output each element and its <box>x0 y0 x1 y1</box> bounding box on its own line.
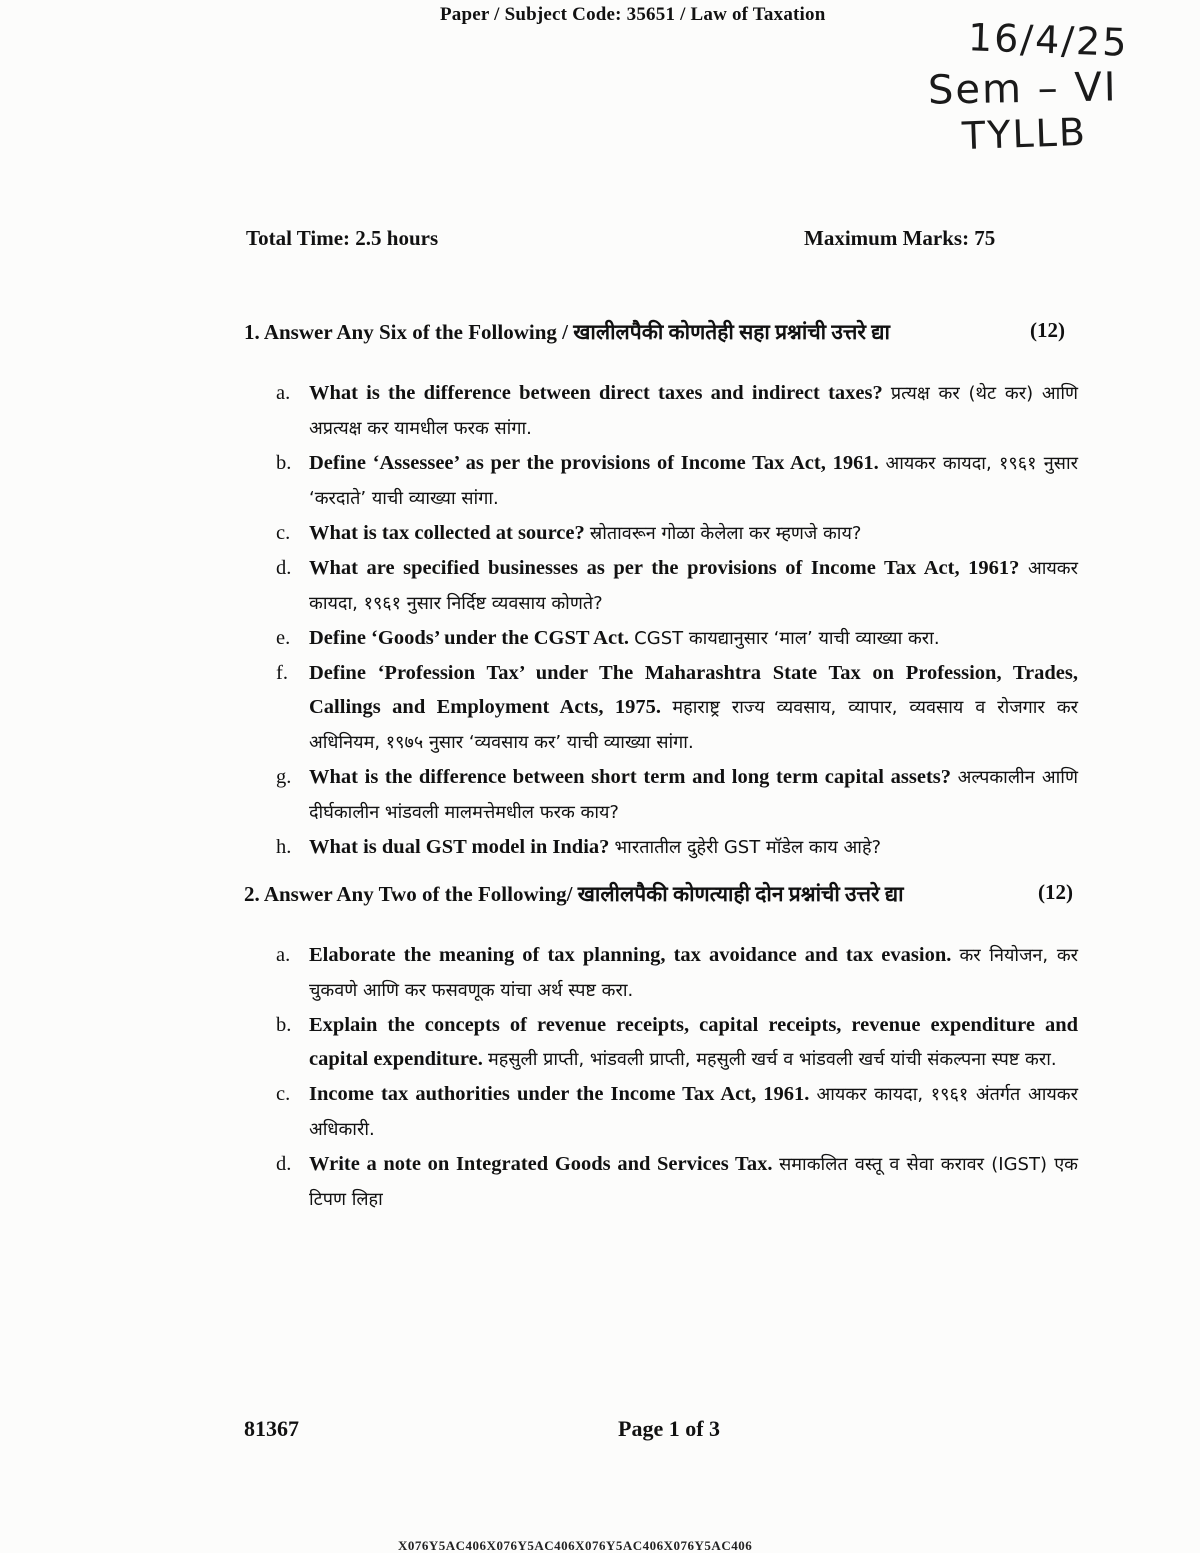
list-item <box>276 656 1078 760</box>
item-english-text: Define ‘Assessee’ as per the provisions of Income Tax Act, 1961. <box>309 452 879 474</box>
question-1-marks: (12) <box>1030 318 1065 342</box>
item-marathi-text: महाराष्ट्र राज्य व्यवसाय, व्यापार, व्यवसाय व रोजगार कर अधिनियम, १९७५ नुसार ‘व्यवसाय कर’ याची व्याख्या सांगा. <box>309 697 1079 753</box>
list-item <box>276 446 1078 516</box>
handwritten-semester: Sem – VI <box>927 64 1118 114</box>
item-marathi-text: स्रोतावरून गोळा केलेला कर म्हणजे काय? <box>589 523 862 544</box>
question-2-marks: (12) <box>1038 880 1073 904</box>
item-marathi-text: प्रत्यक्ष कर (थेट कर) आणि अप्रत्यक्ष कर यामधील फरक सांगा. <box>309 383 1078 439</box>
watermark-code: X076Y5AC406X076Y5AC406X076Y5AC406X076Y5AC406 <box>398 1538 753 1553</box>
list-item <box>276 830 1078 865</box>
item-letter: c. <box>276 1083 291 1105</box>
item-marathi-text: समाकलित वस्तू व सेवा करावर (IGST) एक टिपण लिहा <box>309 1154 1078 1210</box>
item-english-text: What is tax collected at source? <box>309 522 585 544</box>
item-letter: e. <box>276 627 291 649</box>
subject-code-header: Paper / Subject Code: 35651 / Law of Taxation <box>440 4 826 25</box>
item-marathi-text: अल्पकालीन आणि दीर्घकालीन भांडवली मालमत्तेमधील फरक काय? <box>309 767 1078 823</box>
item-english-text: Write a note on Integrated Goods and Services Tax. <box>309 1153 773 1175</box>
handwritten-class: TYLLB <box>961 109 1088 159</box>
item-english-text: What is the difference between short term and long term capital assets? <box>309 766 951 788</box>
question-1-heading: 1. Answer Any Six of the Following / खालीलपैकी कोणतेही सहा प्रश्नांची उत्तरे द्या <box>244 320 890 344</box>
item-marathi-text: भारतातील दुहेरी GST मॉडेल काय आहे? <box>614 837 882 858</box>
item-english-text: Define ‘Goods’ under the CGST Act. <box>309 627 630 649</box>
list-item <box>276 938 1078 1008</box>
item-letter: b. <box>276 1014 292 1036</box>
item-english-text: Income tax authorities under the Income Tax Act, 1961. <box>309 1083 810 1105</box>
item-letter: f. <box>276 662 288 684</box>
item-english-text: What is the difference between direct taxes and indirect taxes? <box>309 382 883 404</box>
item-english-text: What are specified businesses as per the provisions of Income Tax Act, 1961? <box>309 557 1020 579</box>
item-english-text: Elaborate the meaning of tax planning, tax avoidance and tax evasion. <box>309 944 952 966</box>
question-2-heading: 2. Answer Any Two of the Following/ खालीलपैकी कोणत्याही दोन प्रश्नांची उत्तरे द्या <box>244 882 904 906</box>
item-marathi-text: आयकर कायदा, १९६१ नुसार निर्दिष्ट व्यवसाय कोणते? <box>309 558 1078 614</box>
item-marathi-text: कर नियोजन, कर चुकवणे आणि कर फसवणूक यांचा अर्थ स्पष्ट करा. <box>309 945 1079 1001</box>
item-letter: h. <box>276 836 292 858</box>
item-letter: d. <box>276 557 292 579</box>
list-item <box>276 1147 1078 1217</box>
maximum-marks: Maximum Marks: 75 <box>804 226 996 250</box>
item-marathi-text: महसुली प्राप्ती, भांडवली प्राप्ती, महसुली खर्च व भांडवली खर्च यांची संकल्पना स्पष्ट करा. <box>488 1049 1057 1070</box>
question-2-items <box>276 938 1078 1217</box>
list-item <box>276 551 1078 621</box>
item-letter: a. <box>276 382 291 404</box>
total-time: Total Time: 2.5 hours <box>246 226 439 250</box>
list-item <box>276 1008 1078 1077</box>
paper-code: 81367 <box>244 1416 299 1441</box>
item-marathi-text: CGST कायद्यानुसार ‘माल’ याची व्याख्या करा. <box>634 628 940 649</box>
item-english-text: Define ‘Profession Tax’ under The Maharashtra State Tax on Profession, Trades, Callings and Employment Acts, 1975. <box>309 662 1078 718</box>
list-item <box>276 376 1078 446</box>
item-letter: a. <box>276 944 291 966</box>
handwritten-date: 16/4/25 <box>967 15 1130 65</box>
item-letter: b. <box>276 452 292 474</box>
question-1-items <box>276 376 1078 865</box>
item-english-text: Explain the concepts of revenue receipts, capital receipts, revenue expenditure and capital expenditure. <box>309 1014 1078 1070</box>
list-item <box>276 621 1078 656</box>
item-marathi-text: आयकर कायदा, १९६१ नुसार ‘करदाते’ याची व्याख्या सांगा. <box>309 453 1078 509</box>
list-item <box>276 516 1078 551</box>
item-english-text: What is dual GST model in India? <box>309 836 610 858</box>
list-item <box>276 1077 1078 1147</box>
item-marathi-text: आयकर कायदा, १९६१ अंतर्गत आयकर अधिकारी. <box>309 1084 1078 1140</box>
page-number: Page 1 of 3 <box>618 1416 721 1441</box>
list-item <box>276 760 1078 830</box>
item-letter: d. <box>276 1153 292 1175</box>
item-letter: g. <box>276 766 292 788</box>
item-letter: c. <box>276 522 291 544</box>
